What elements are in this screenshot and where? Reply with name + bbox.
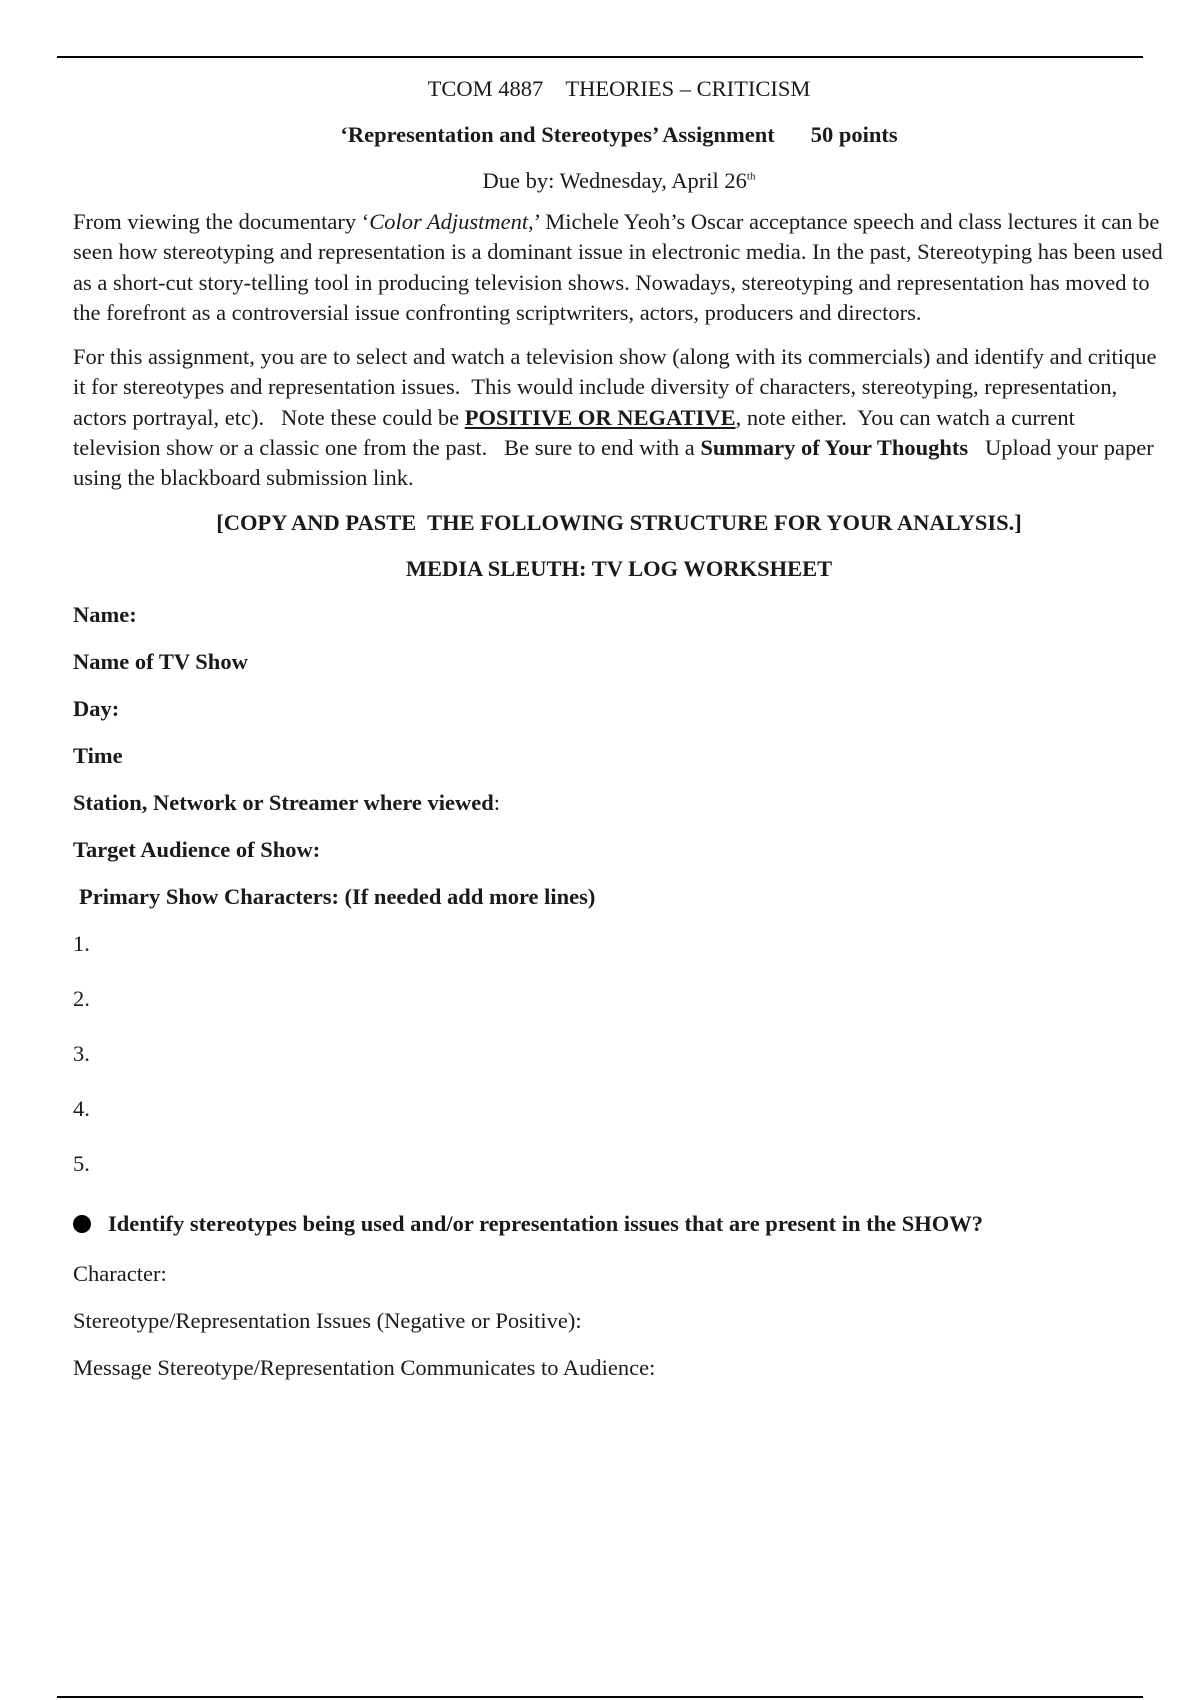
due-date-text: Due by: Wednesday, April 26 — [482, 168, 747, 193]
character-label: Character: — [73, 1260, 167, 1286]
list-item-4: 4. — [73, 1095, 90, 1121]
field-station-label: Station, Network or Streamer where viewed — [73, 789, 494, 815]
intro-p2-c: Upload your paper using the blackboard submission link. — [73, 435, 1160, 491]
bullet-icon — [73, 1215, 91, 1233]
field-station-colon: : — [493, 789, 501, 815]
message-label: Message Stereotype/Representation Communicates to Audience: — [73, 1354, 656, 1380]
bottom-rule — [57, 1696, 1143, 1698]
field-audience: Target Audience of Show: — [73, 836, 321, 862]
intro-paragraph — [73, 207, 1165, 328]
document-page — [73, 70, 1165, 1383]
course-title: TCOM 4887 THEORIES – CRITICISM — [427, 76, 811, 101]
field-name: Name: — [73, 601, 137, 627]
documentary-title: Color Adjustment — [369, 209, 529, 234]
assignment-title: ‘Representation and Stereotypes’ Assignment — [340, 122, 775, 147]
top-rule — [57, 56, 1143, 58]
list-item-1: 1. — [73, 930, 90, 956]
field-station — [73, 788, 1165, 818]
intro-p1-b: ,’ Michele Yeoh’s Oscar acceptance speech and class lectures it can be seen how stereotyping and representation is a dominant issue in electronic media. In the past, Stereotyping has been used as a short-cut story-telling tool in producing television shows. Nowadays, stereotyping and representation has moved to the forefront as a controversial issue confronting scriptwriters, actors, producers and directors. — [73, 209, 1163, 325]
assignment-paragraph — [73, 342, 1165, 493]
assignment-heading — [73, 120, 1165, 150]
field-day: Day: — [73, 695, 120, 721]
intro-p2-b: , note either. You can watch a current television show or a classic one from the past. Be sure to end with a — [73, 404, 1081, 461]
due-date-suffix: th — [746, 170, 756, 183]
field-characters: Primary Show Characters: (If needed add more lines) — [79, 883, 596, 909]
issues-label: Stereotype/Representation Issues (Negative or Positive): — [73, 1307, 582, 1333]
field-time: Time — [73, 742, 123, 768]
list-item-3: 3. — [73, 1040, 90, 1066]
list-item-2: 2. — [73, 985, 90, 1011]
summary-emphasis: Summary of Your Thoughts — [700, 435, 969, 461]
intro-p2-a: For this assignment, you are to select and watch a television show (along with its commercials) and identify and critique it for stereotypes and representation issues. This would include diversity of characters, stereotyping, representation, actors portrayal, etc). Note these could be — [73, 344, 1163, 430]
copy-instructions: [COPY AND PASTE THE FOLLOWING STRUCTURE FOR YOUR ANALYSIS.] — [216, 509, 1022, 535]
field-show: Name of TV Show — [73, 648, 248, 674]
intro-p1-a: From viewing the documentary ‘ — [73, 209, 370, 234]
points-label: 50 points — [810, 122, 898, 147]
list-item-5: 5. — [73, 1150, 90, 1176]
question-text: Identify stereotypes being used and/or representation issues that are present in the SHOW? — [108, 1210, 984, 1236]
worksheet-title: MEDIA SLEUTH: TV LOG WORKSHEET — [405, 555, 833, 581]
positive-negative-emphasis: POSITIVE OR NEGATIVE — [464, 404, 736, 430]
due-date — [73, 166, 1165, 196]
question-line — [73, 1209, 1165, 1239]
